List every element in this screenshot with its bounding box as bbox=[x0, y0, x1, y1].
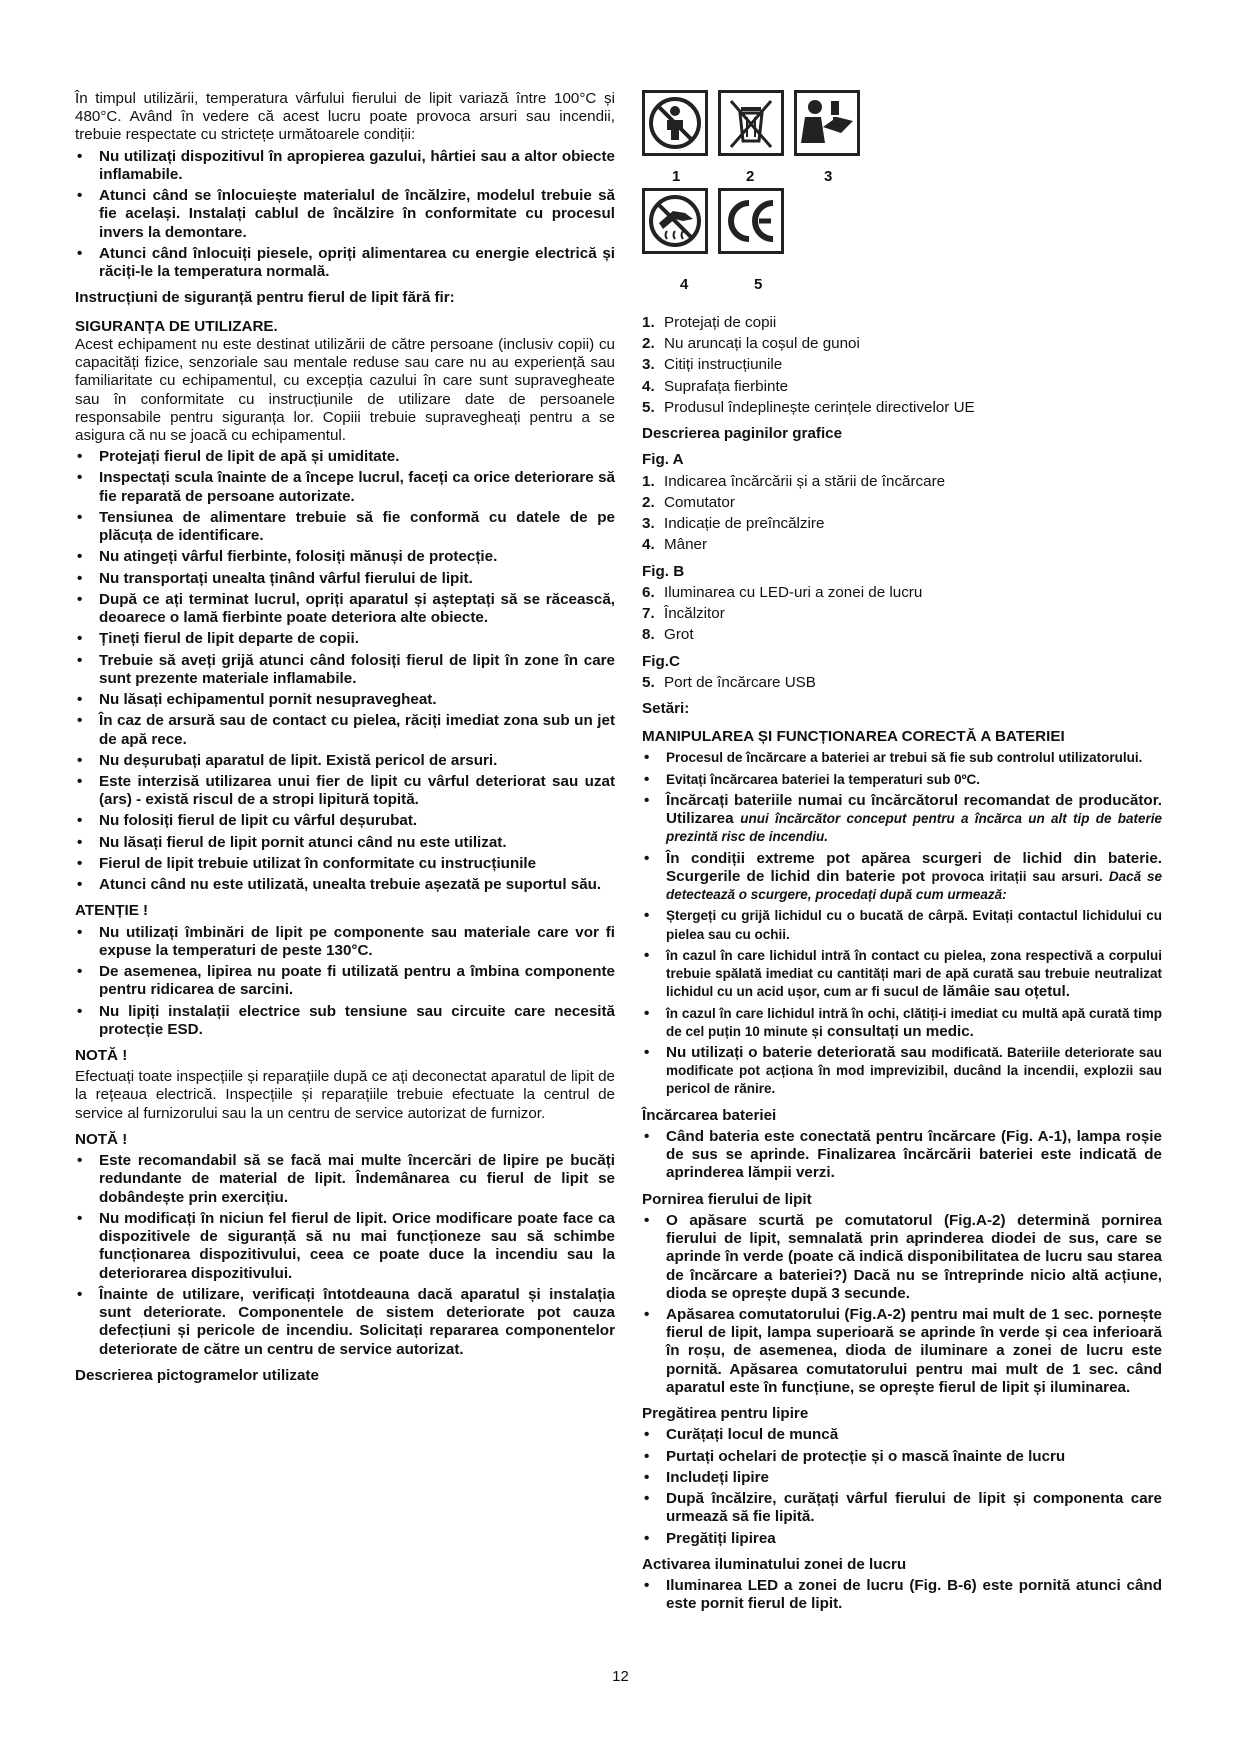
list-item: • Nu utilizați dispozitivul în apropierea gazului, hârtiei sau a altor obiecte inflamabile. bbox=[75, 148, 615, 184]
list-item: • Trebuie să aveți grijă atunci când folosiți fierul de lipit în zone în care sunt prezente materiale inflamabile. bbox=[75, 652, 615, 688]
intro-paragraph: În timpul utilizării, temperatura vârfului fierului de lipit variază între 100°C și 480°C. Având în vedere că acest lucru poate provoca arsuri sau incendii, trebuie respectate cu strictețe următoarele condiții: bbox=[75, 90, 615, 144]
battery-bullets bbox=[642, 749, 1162, 1098]
list-item: 5. Port de încărcare USB bbox=[642, 673, 816, 691]
charging-bullets bbox=[642, 1128, 1162, 1183]
pictogram-number: 2 bbox=[746, 168, 755, 185]
list-item: • Este recomandabil să se facă mai multe încercări de lipire pe bucăți redundante de material de lipit. Îndemânarea cu fierul de lipit se dobândește prin exercițiu. bbox=[75, 1152, 615, 1207]
start-bullets bbox=[642, 1212, 1162, 1397]
light-bullets bbox=[642, 1577, 1162, 1613]
prep-bullets bbox=[642, 1426, 1162, 1547]
fig-b-label: Fig. B bbox=[642, 562, 685, 580]
list-item: • Purtați ochelari de protecție și o mască înainte de lucru bbox=[642, 1448, 1162, 1466]
list-item: • Apăsarea comutatorului (Fig.A-2) pentru mai mult de 1 sec. pornește fierul de lipit, lampa superioară se aprinde în verde și cea inferioară în roșu, de asemenea, dioda de iluminare a zonei de lucru este pornită. Apăsarea comutatorului pentru mai mult de 1 sec. când aparatul este în funcțiune, se oprește fierul de lipit și iluminarea. bbox=[642, 1306, 1162, 1397]
list-item: • Nu modificați în niciun fel fierul de lipit. Orice modificare poate face ca dispozitivele de siguranță să nu mai funcționeze sau să schimbe funcționarea dispozitivului, ceea ce poate duce la incendiu sau la deteriorarea dispozitivului. bbox=[75, 1210, 615, 1283]
list-item: • Procesul de încărcare a bateriei ar trebui să fie sub controlul utilizatorului. bbox=[642, 749, 1162, 767]
protect-children-icon bbox=[642, 90, 708, 156]
settings-heading: Setări: bbox=[642, 699, 690, 717]
fig-b-list bbox=[642, 584, 1162, 645]
usage-heading: SIGURANȚA DE UTILIZARE. bbox=[75, 317, 278, 335]
intro-bullets bbox=[75, 148, 615, 282]
list-item: • Încărcați bateriile numai cu încărcătorul recomandat de producător. Utilizarea unui încărcător conceput pentru a încărca un alt tip de baterie prezintă risc de incendiu. bbox=[642, 792, 1162, 847]
list-item: • Nu lăsați echipamentul pornit nesupravegheat. bbox=[75, 691, 615, 709]
list-item: • Nu transportați unealta ținând vârful fierului de lipit. bbox=[75, 570, 615, 588]
list-item: 7. Încălzitor bbox=[642, 605, 725, 623]
list-item: • Atunci când nu este utilizată, unealta trebuie așezată pe suportul său. bbox=[75, 876, 615, 894]
ce-mark-icon bbox=[718, 188, 784, 254]
list-item: • Atunci când înlocuiți piesele, opriți alimentarea cu energie electrică și răciți-le la temperatura normală. bbox=[75, 245, 615, 281]
list-item: • După încălzire, curățați vârful fierului de lipit și componenta care urmează să fie lipită. bbox=[642, 1490, 1162, 1526]
list-item: • Nu utilizați o baterie deteriorată sau modificată. Bateriile deteriorate sau modificate pot acționa în mod imprevizibil, ducând la incendii, explozii sau pericol de rănire. bbox=[642, 1044, 1162, 1099]
pictogram-number: 3 bbox=[824, 168, 833, 185]
safety-heading: Instrucțiuni de siguranță pentru fierul de lipit fără fir: bbox=[75, 289, 455, 307]
note-heading: NOTĂ ! bbox=[75, 1047, 128, 1065]
usage-bullets bbox=[75, 448, 615, 894]
list-item: 6. Iluminarea cu LED-uri a zonei de lucru bbox=[642, 583, 923, 601]
list-item: 2. Nu aruncați la coșul de gunoi bbox=[642, 335, 860, 353]
left-column bbox=[75, 90, 615, 1388]
list-item: 3. Citiți instrucțiunile bbox=[642, 356, 783, 374]
usage-paragraph: Acest echipament nu este destinat utilizării de către persoane (inclusiv copii) cu capacități fizice, senzoriale sau mentale reduse sau care nu au experiență sau familiaritate cu echipamentul, cu excepția cazului în care sunt supravegheate sau în conformitate cu instrucțiunile de utilizare date de persoanele responsabile pentru siguranța lor. Copiii trebuie supravegheați pentru a se asigura că nu se joacă cu echipamentul. bbox=[75, 335, 615, 444]
list-item: • Pregătiți lipirea bbox=[642, 1530, 1162, 1548]
list-item: • Nu lipiți instalații electrice sub tensiune sau circuite care necesită protecție ESD. bbox=[75, 1003, 615, 1039]
note-heading: NOTĂ ! bbox=[75, 1130, 128, 1148]
list-item: • Este interzisă utilizarea unui fier de lipit cu vârful deteriorat sau uzat (ars) - există riscul de a stropi lipitură topită. bbox=[75, 773, 615, 809]
list-item: • Când bateria este conectată pentru încărcare (Fig. A-1), lampa roșie de sus se aprinde. Finalizarea încărcării bateriei este indicată de aprinderea lămpii verzi. bbox=[642, 1128, 1162, 1183]
list-item: • Tensiunea de alimentare trebuie să fie conformă cu datele de pe plăcuța de identificare. bbox=[75, 509, 615, 545]
list-item: • Ștergeți cu grijă lichidul cu o bucată de cârpă. Evitați contactul lichidului cu pielea sau cu ochii. bbox=[642, 907, 1162, 943]
list-item: • Fierul de lipit trebuie utilizat în conformitate cu instrucțiunile bbox=[75, 855, 615, 873]
prep-heading: Pregătirea pentru lipire bbox=[642, 1405, 809, 1423]
right-column bbox=[642, 90, 1162, 1617]
list-item: 4. Suprafața fierbinte bbox=[642, 377, 789, 395]
list-item: • După ce ați terminat lucrul, opriți aparatul și așteptați să se răcească, deoarece o lamă fierbinte poate deteriora alte obiecte. bbox=[75, 591, 615, 627]
list-item: • Curățați locul de muncă bbox=[642, 1426, 1162, 1444]
pictogram-number: 5 bbox=[754, 276, 763, 293]
pictogram-desc-heading: Descrierea pictogramelor utilizate bbox=[75, 1366, 319, 1384]
page-number: 12 bbox=[612, 1668, 629, 1685]
hot-surface-icon bbox=[642, 188, 708, 254]
list-item: 2. Comutator bbox=[642, 493, 735, 511]
pictogram-list bbox=[642, 314, 1162, 417]
list-item: • Nu atingeți vârful fierbinte, folosiți mănuși de protecție. bbox=[75, 548, 615, 566]
battery-heading: MANIPULAREA ȘI FUNCȚIONAREA CORECTĂ A BATERIEI bbox=[642, 728, 1065, 746]
list-item: • Înainte de utilizare, verificați întotdeauna dacă aparatul și instalația sunt deteriorate. Componentele de sistem deteriorate pot cauza defecțiuni și pericole de incendiu. Solicitați repararea componentelor deteriorate de către un centru de service autorizat. bbox=[75, 1286, 615, 1359]
note-paragraph: Efectuați toate inspecțiile și reparațiile după ce ați deconectat aparatul de lipit de la rețeaua electrică. Inspecțiile și reparațiile trebuie efectuate la centrul de service al furnizorului sau la un centru de service autorizat de furnizor. bbox=[75, 1068, 615, 1122]
pictogram-number: 4 bbox=[680, 276, 689, 293]
list-item: • în cazul în care lichidul intră în contact cu pielea, zona respectivă a corpului trebuie spălată imediat cu cantități mari de apă curată sau trebuie neutralizat lichidul cu un acid ușor, cum ar fi sucul de lămâie sau oțetul. bbox=[642, 947, 1162, 1002]
list-item: • Protejați fierul de lipit de apă și umiditate. bbox=[75, 448, 615, 466]
list-item: • Nu deșurubați aparatul de lipit. Există pericol de arsuri. bbox=[75, 752, 615, 770]
fig-c-label: Fig.C bbox=[642, 652, 680, 670]
list-item: • Nu utilizați îmbinări de lipit pe componente sau materiale care vor fi expuse la temperaturi de peste 130°C. bbox=[75, 924, 615, 960]
list-item: • în cazul în care lichidul intră în ochi, clătiți-i imediat cu multă apă curată timp de cel puțin 10 minute și consultați un medic. bbox=[642, 1005, 1162, 1041]
note-bullets bbox=[75, 1152, 615, 1359]
attention-heading: ATENȚIE ! bbox=[75, 902, 149, 920]
list-item: • O apăsare scurtă pe comutatorul (Fig.A-2) determină pornirea fierului de lipit, semnalată prin aprinderea diodei de sus, care se aprinde în verde (poate că indică disponibilitatea de lucru sau starea de încărcare a bateriei?) Dacă nu se întreprinde nicio altă acțiune, dioda se oprește după 3 secunde. bbox=[642, 1212, 1162, 1303]
list-item: • Iluminarea LED a zonei de lucru (Fig. B-6) este pornită atunci când este pornit fierul de lipit. bbox=[642, 1577, 1162, 1613]
list-item: • Nu lăsați fierul de lipit pornit atunci când nu este utilizat. bbox=[75, 834, 615, 852]
pictogram-number: 1 bbox=[672, 168, 681, 185]
list-item: • Evitați încărcarea bateriei la temperaturi sub 0ºC. bbox=[642, 771, 1162, 789]
read-manual-icon bbox=[794, 90, 860, 156]
fig-a-label: Fig. A bbox=[642, 451, 684, 469]
charging-heading: Încărcarea bateriei bbox=[642, 1106, 777, 1124]
list-item: • Atunci când se înlocuiește materialul de încălzire, modelul trebuie să fie același. Instalați cablul de încălzire în conformitate cu procesul invers la demontare. bbox=[75, 187, 615, 242]
list-item: 3. Indicație de preîncălzire bbox=[642, 515, 825, 533]
graphic-pages-heading: Descrierea paginilor grafice bbox=[642, 425, 843, 443]
fig-c-list bbox=[642, 674, 1162, 692]
list-item: • Nu folosiți fierul de lipit cu vârful deșurubat. bbox=[75, 812, 615, 830]
light-heading: Activarea iluminatului zonei de lucru bbox=[642, 1555, 907, 1573]
list-item: 1. Indicarea încărcării și a stării de încărcare bbox=[642, 472, 946, 490]
attention-bullets bbox=[75, 924, 615, 1039]
list-item: • În condiții extreme pot apărea scurgeri de lichid din baterie. Scurgerile de lichid din baterie pot provoca iritații sau arsuri. Dacă se detectează o scurgere, procedați după cum urmează: bbox=[642, 850, 1162, 905]
list-item: • Includeți lipire bbox=[642, 1469, 1162, 1487]
list-item: 8. Grot bbox=[642, 626, 694, 644]
list-item: • Inspectați scula înainte de a începe lucrul, faceți ca orice deteriorare să fie reparată de persoane autorizate. bbox=[75, 469, 615, 505]
list-item: • De asemenea, lipirea nu poate fi utilizată pentru a îmbina componente pentru ridicarea de sarcini. bbox=[75, 963, 615, 999]
list-item: • În caz de arsură sau de contact cu pielea, răciți imediat zona sub un jet de apă rece. bbox=[75, 712, 615, 748]
crossed-bin-icon bbox=[718, 90, 784, 156]
pictogram-panel bbox=[642, 90, 1162, 310]
list-item: 4. Mâner bbox=[642, 536, 708, 554]
list-item: 5. Produsul îndeplinește cerințele directivelor UE bbox=[642, 398, 975, 416]
fig-a-list bbox=[642, 473, 1162, 555]
start-heading: Pornirea fierului de lipit bbox=[642, 1190, 812, 1208]
list-item: 1. Protejați de copii bbox=[642, 314, 777, 331]
list-item: • Țineți fierul de lipit departe de copii. bbox=[75, 630, 615, 648]
